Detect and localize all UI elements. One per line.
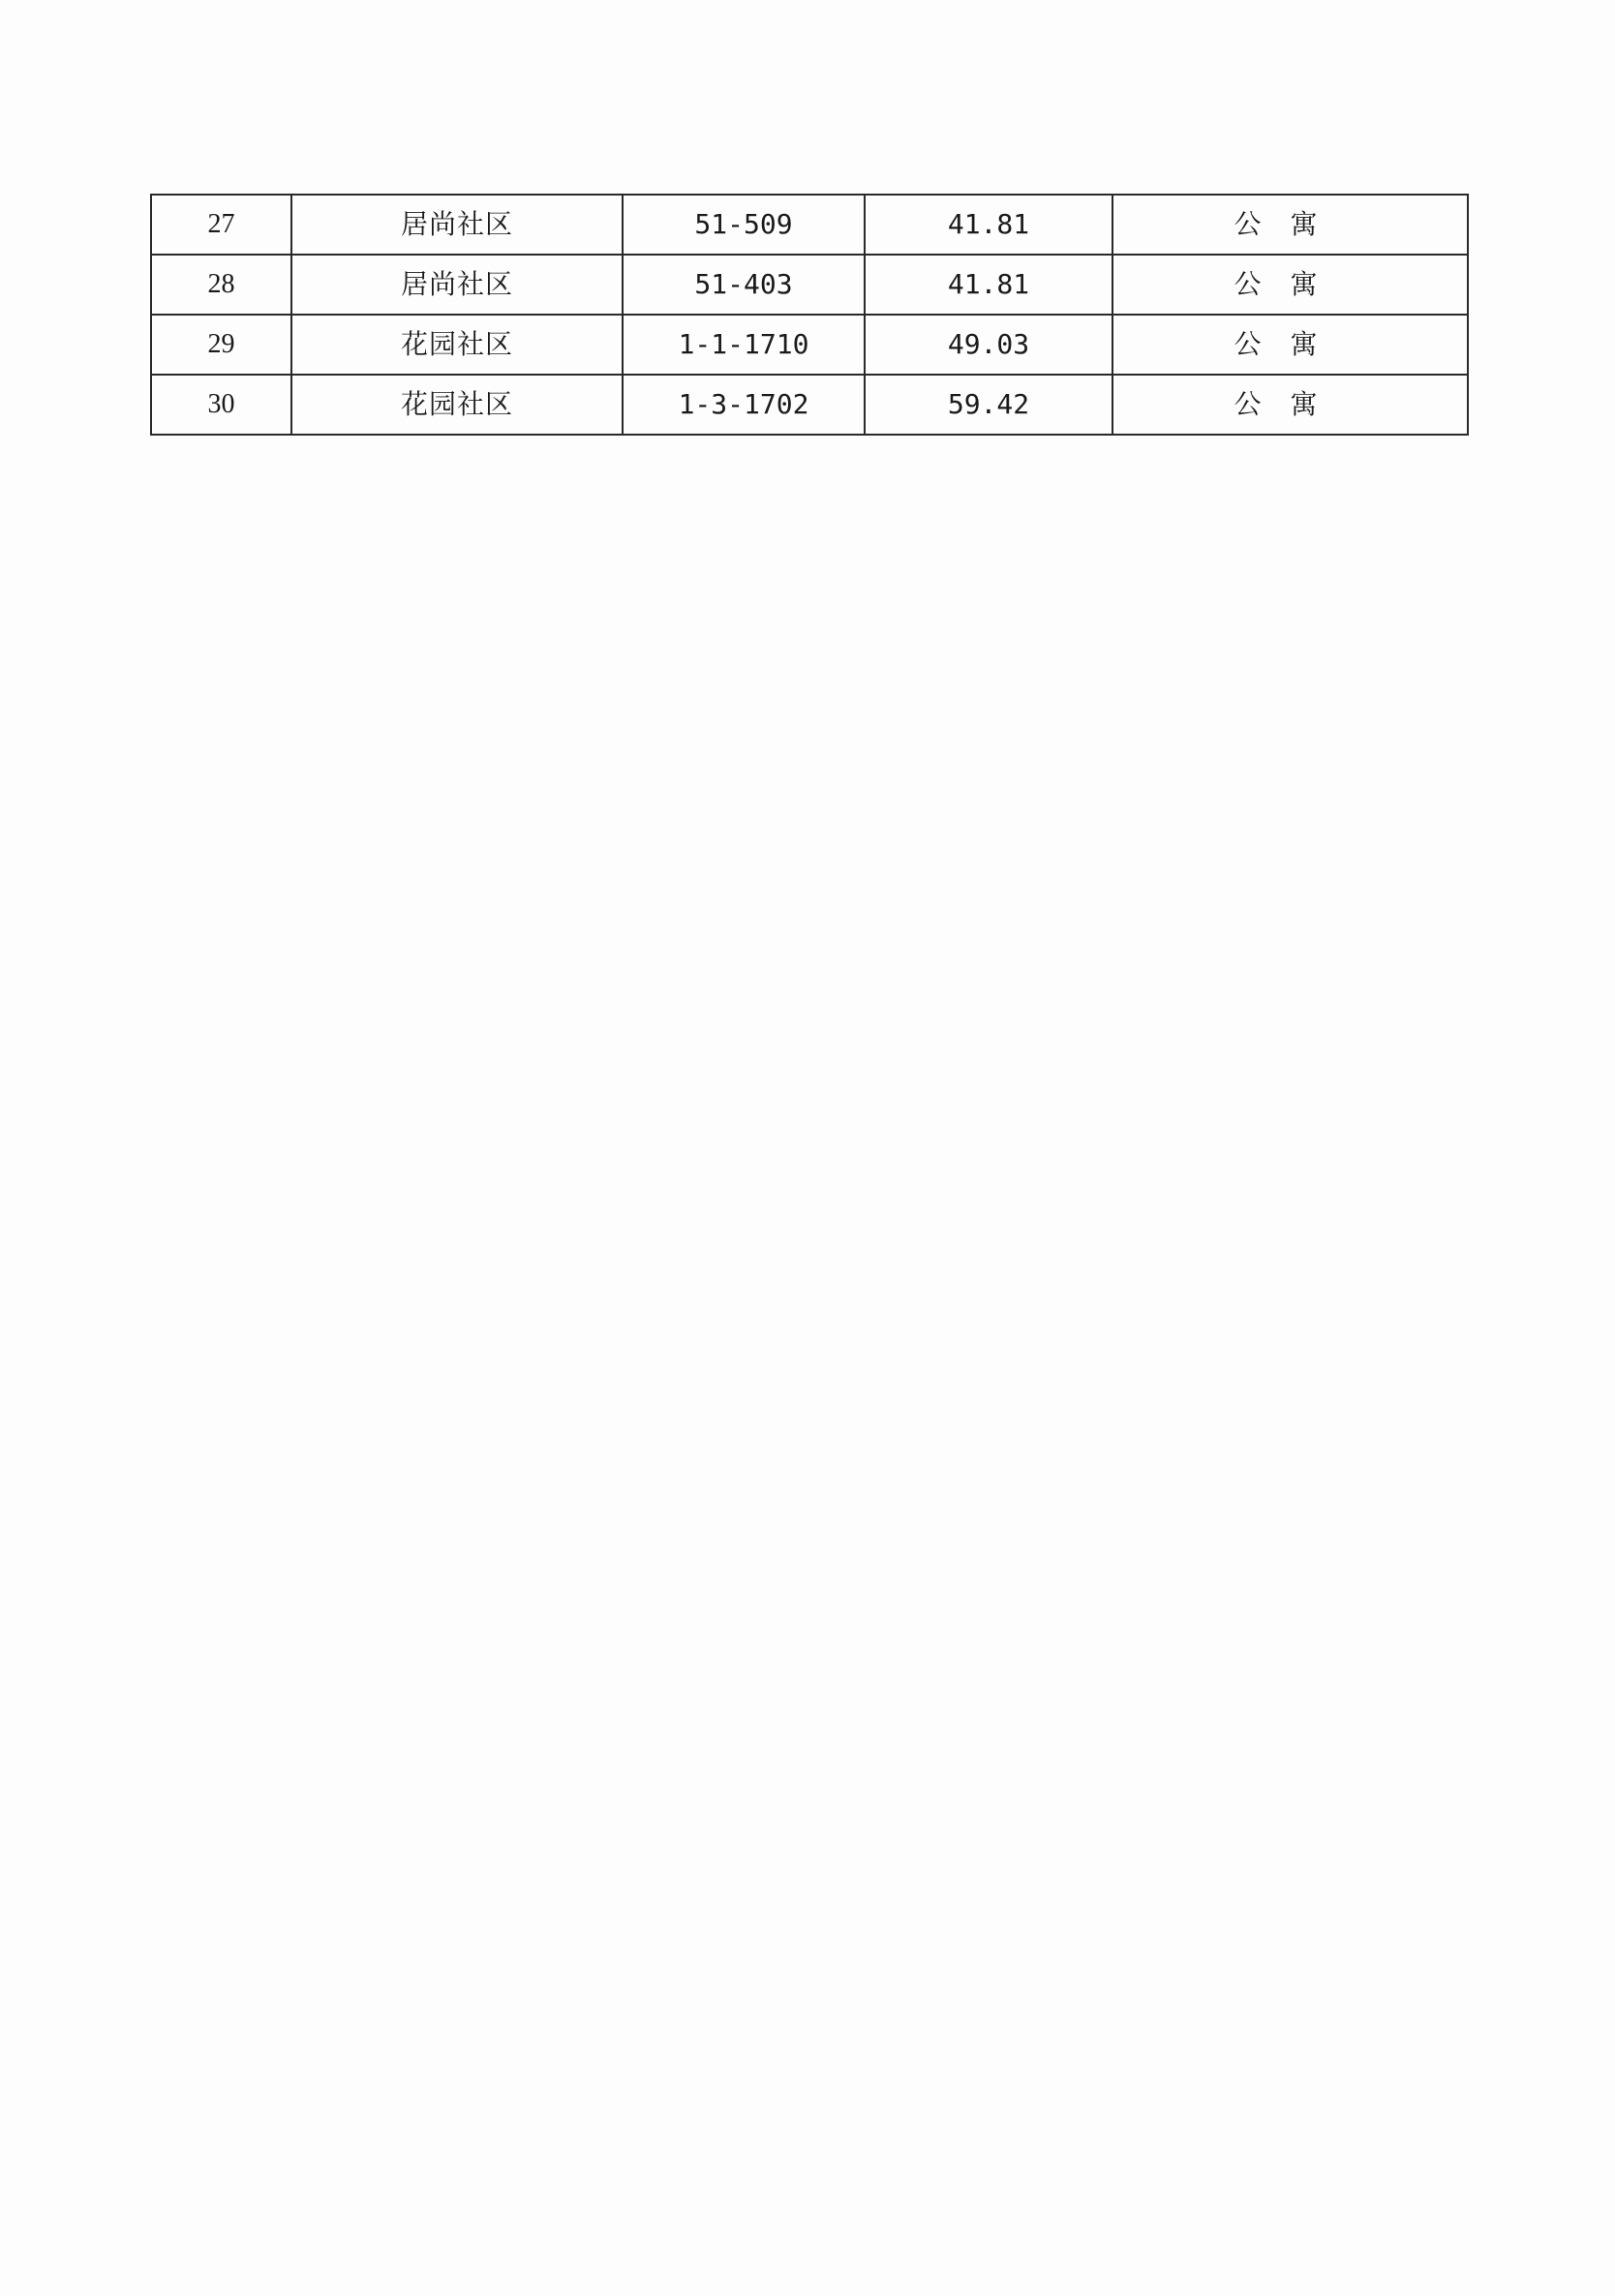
area-value: 41.81 <box>865 195 1112 255</box>
housing-table <box>150 194 1469 436</box>
housing-type: 公寓 <box>1112 315 1468 375</box>
room-number: 51-403 <box>623 255 865 315</box>
row-number: 27 <box>151 195 291 255</box>
community-name: 花园社区 <box>291 315 623 375</box>
community-name: 居尚社区 <box>291 255 623 315</box>
table-row <box>151 255 1468 315</box>
row-number: 28 <box>151 255 291 315</box>
housing-type: 公寓 <box>1112 195 1468 255</box>
room-number: 1-1-1710 <box>623 315 865 375</box>
housing-type: 公寓 <box>1112 255 1468 315</box>
table-row <box>151 375 1468 435</box>
housing-type: 公寓 <box>1112 375 1468 435</box>
community-name: 居尚社区 <box>291 195 623 255</box>
room-number: 1-3-1702 <box>623 375 865 435</box>
table-row <box>151 315 1468 375</box>
row-number: 30 <box>151 375 291 435</box>
community-name: 花园社区 <box>291 375 623 435</box>
area-value: 49.03 <box>865 315 1112 375</box>
area-value: 59.42 <box>865 375 1112 435</box>
area-value: 41.81 <box>865 255 1112 315</box>
table-row <box>151 195 1468 255</box>
row-number: 29 <box>151 315 291 375</box>
room-number: 51-509 <box>623 195 865 255</box>
